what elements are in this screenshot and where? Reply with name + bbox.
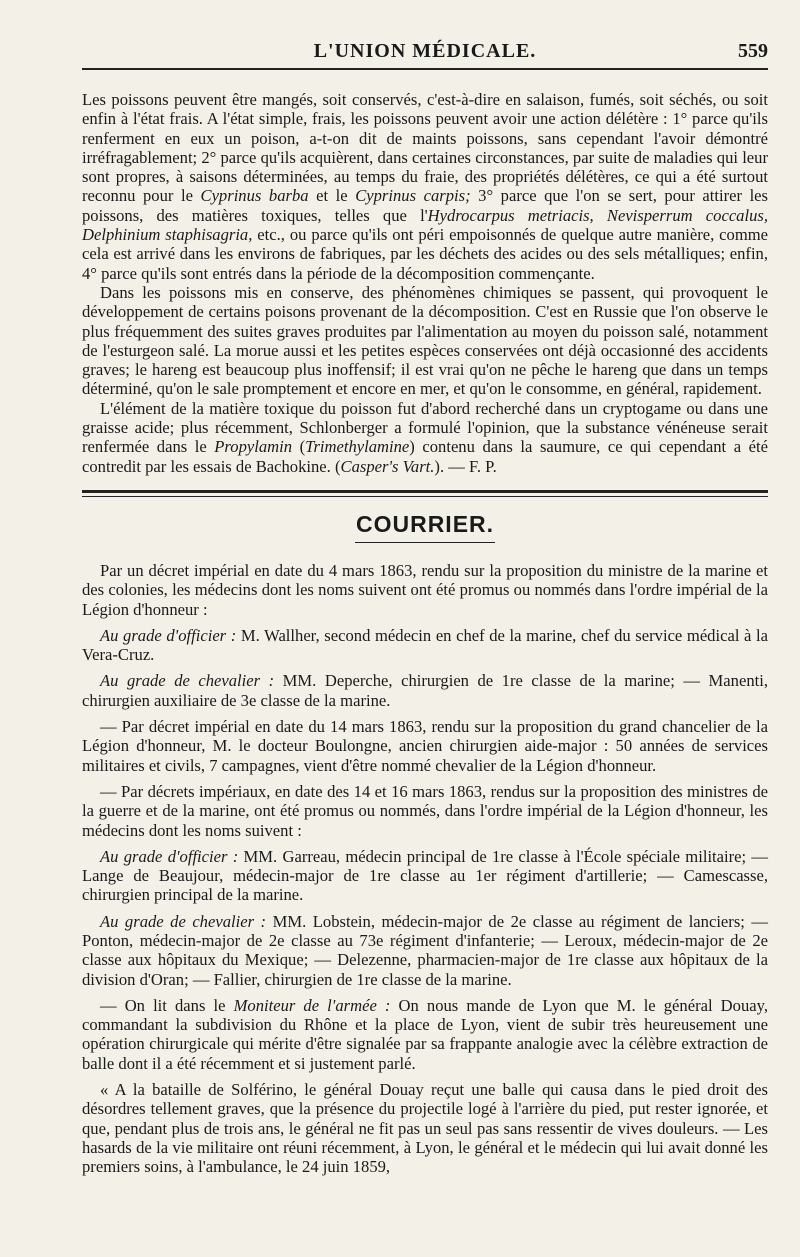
- page: [82, 30, 768, 1177]
- journal-title: L'UNION MÉDICALE.: [313, 40, 537, 62]
- paragraph: — On lit dans le Moniteur de l'armée : On nous mande de Lyon que M. le général Douay, commandant la subdivision du Rhône et la place de Lyon, vient de subir très heureusement une opération chirurgicale qui mérite d'être signalée par sa frappante analogie avec la célèbre extraction de balle dont il a été récemment et si justement parlé.: [82, 995, 768, 1073]
- paragraph: — Par décrets impériaux, en date des 14 et 16 mars 1863, rendus sur la proposition des ministres de la guerre et de la marine, ont été promus ou nommés, dans l'ordre impérial de la Légion d'honneur, les médecins dont les noms suivent :: [82, 781, 768, 840]
- paragraph: — Par décret impérial en date du 14 mars 1863, rendu sur la proposition du grand chancelier de la Légion d'honneur, M. le docteur Boulongne, ancien chirurgien aide-major : 50 années de services militaires et civils, 7 campagnes, vient d'être nommé chevalier de la Légion d'honneur.: [82, 717, 768, 775]
- paragraph: Au grade de chevalier : MM. Lobstein, médecin-major de 2e classe au régiment de lanciers; — Ponton, médecin-major de 2e classe au 73e régiment d'infanterie; — Leroux, médecin-major de 2e classe aux hôpitaux du Mexique; — Delezenne, pharmacien-major de 1re classe aux hôpitaux de la division d'Oran; — Fallier, chirurgien de 1re classe de la marine.: [82, 911, 768, 989]
- paragraph: Les poissons peuvent être mangés, soit conservés, c'est-à-dire en salaison, fumés, soit séchés, ou soit enfin à l'état frais. A l'état simple, frais, les poissons peuvent avoir une action délétère : 1° parce qu'ils renferment en eux un poison, a-t-on dit de maints poissons, sans cependant l'avoir démontré irréfragablement; 2° parce qu'ils acquièrent, dans certaines circonstances, par suite de maladies qui leur sont propres, à saisons déterminées, au temps du fraie, des propriétés délétères, ce qui a été surtout reconnu pour le Cyprinus barba et le Cyprinus carpis; 3° parce que l'on se sert, pour attirer les poissons, des matières toxiques, telles que l'Hydrocarpus metriacis, Nevisperrum coccalus, Delphinium staphisagria, etc., ou parce qu'ils ont péri empoisonnés de quelque autre manière, comme cela est arrivé dans les environs de fabriques, par les déchets des acides ou des sels métalliques; enfin, 4° parce qu'ils sont entrés dans la période de la décomposition commençante.: [82, 90, 768, 283]
- paragraph: L'élément de la matière toxique du poisson fut d'abord recherché dans un cryptogame ou dans une graisse acide; plus récemment, Schlonberger a formulé l'opinion, que la substance vénéneuse serait renfermée dans le Propylamin (Trimethylamine) contenu dans la saumure, ce qui cependant a été contredit par les essais de Bachokine. (Casper's Vart.). — F. P.: [82, 398, 768, 476]
- paragraph: Au grade de chevalier : MM. Deperche, chirurgien de 1re classe de la marine; — Manenti, chirurgien auxiliaire de 3e classe de la marine.: [82, 671, 768, 710]
- paragraph: Par un décret impérial en date du 4 mars 1863, rendu sur la proposition du ministre de la marine et des colonies, les médecins dont les noms suivent ont été promus ou nommés dans l'ordre impérial de la Légion d'honneur :: [82, 560, 768, 619]
- paragraph: « A la bataille de Solférino, le général Douay reçut une balle qui causa dans le pied droit des désordres tellement graves, que la présence du projectile logé à l'arrière du pied, put rester ignorée, et que, pendant plus de trois ans, le général ne fit pas un seul pas sans ressentir de vives douleurs. — Les hasards de la vie militaire ont réuni récemment, à Lyon, le général et le médecin qui lui avait donné les premiers soins, à l'ambulance, le 24 juin 1859,: [82, 1080, 768, 1177]
- page-number: 559: [738, 40, 768, 62]
- section-divider: [82, 490, 768, 497]
- running-header: [82, 30, 768, 70]
- paragraph: Dans les poissons mis en conserve, des phénomènes chimiques se passent, qui provoquent le développement de certains poisons provenant de la décomposition. C'est en Russie que l'on observe le plus fréquemment des suites graves produites par l'alimentation au moyen du poisson salé, notamment de l'esturgeon salé. La morue aussi et les petites espèces conservées ont déjà occasionné des accidents graves; le hareng est beaucoup plus inoffensif; il est vrai qu'on ne pêche le hareng que dans un temps déterminé, qu'on le sale promptement et encore en mer, et qu'on le consomme, en général, rapidement.: [82, 282, 768, 399]
- title-underline: [355, 542, 495, 543]
- paragraph: Au grade d'officier : MM. Garreau, médecin principal de 1re classe à l'École spéciale militaire; — Lange de Beaujour, médecin-major de 1re classe au 1er régiment d'artillerie; — Camescasse, chirurgien principal de la marine.: [82, 846, 769, 905]
- paragraph: Au grade d'officier : M. Wallher, second médecin en chef de la marine, chef du service médical à la Vera-Cruz.: [82, 625, 768, 665]
- section-title: COURRIER.: [355, 510, 495, 537]
